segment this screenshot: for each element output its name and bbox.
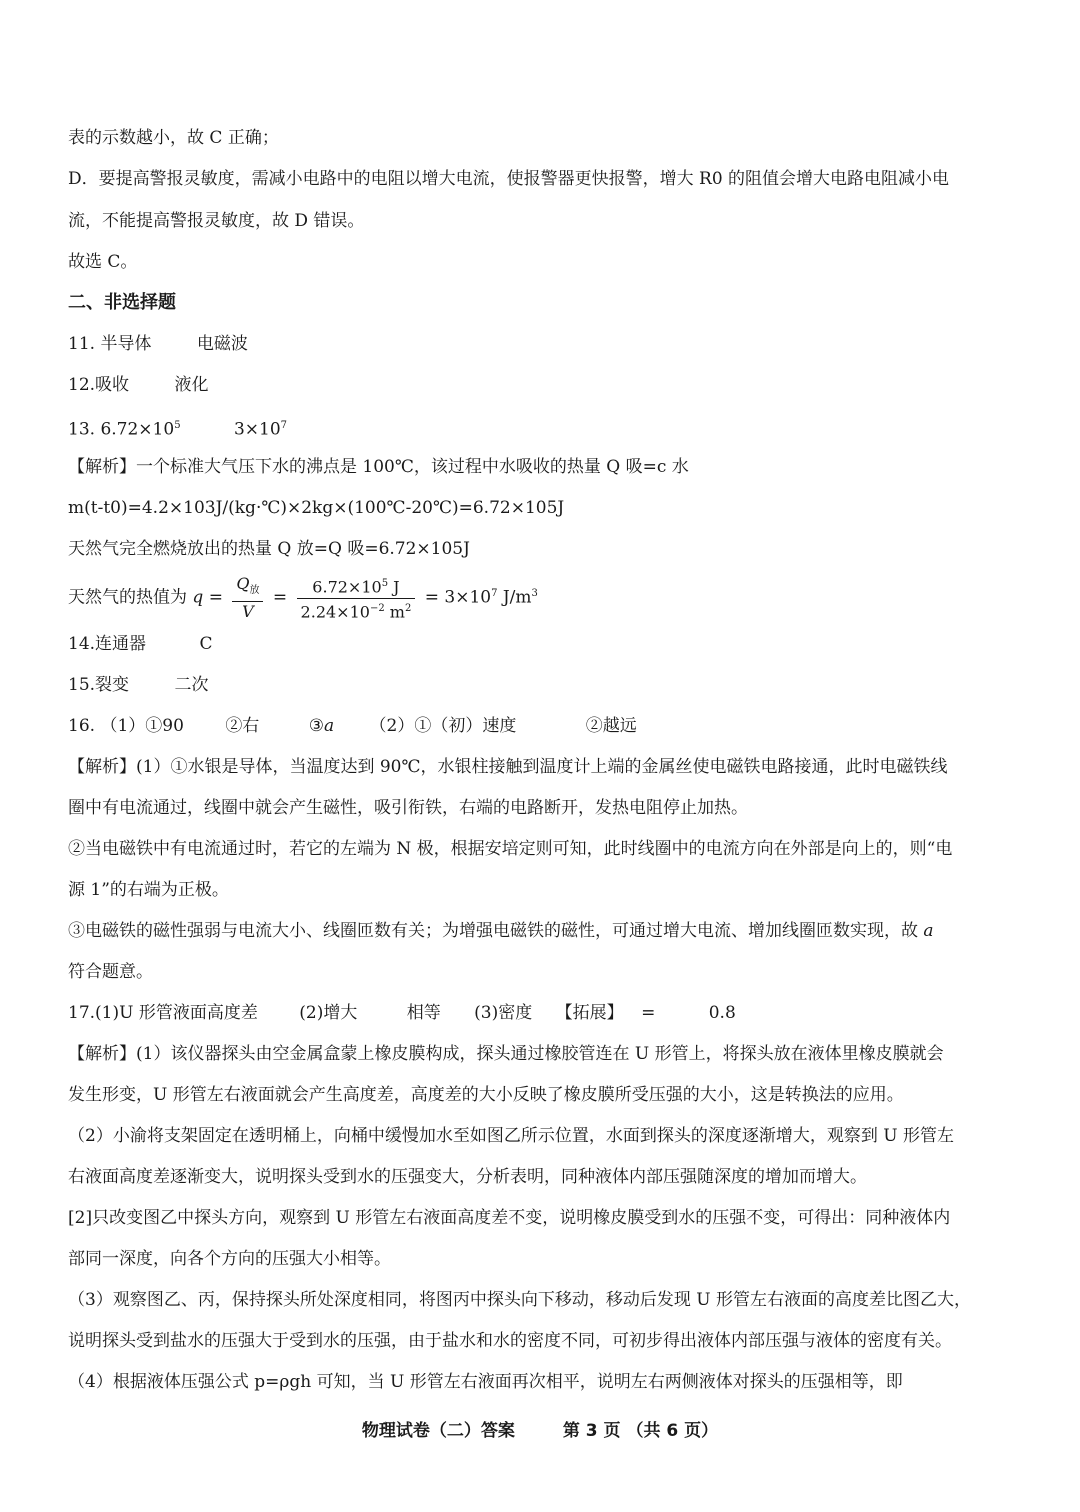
- text-line: 流，不能提高警报灵敏度，故 D 错误。: [68, 211, 365, 231]
- text-line: [2]只改变图乙中探头方向，观察到 U 形管左右液面高度差不变，说明橡皮膜受到水的压强不变，可得出：同种液体内: [68, 1208, 951, 1228]
- answer-15: 15.裂变 二次: [68, 675, 209, 695]
- answer-16: 16. （1）①90 ②右 ③a （2）①（初）速度 ②越远: [68, 716, 637, 736]
- text-line: 【解析】(1）①水银是导体，当温度达到 90℃，水银柱接触到温度计上端的金属丝使电磁铁电路接通，此时电磁铁线: [68, 757, 948, 777]
- footer-title: 物理试卷（二）答案: [361, 1421, 515, 1441]
- formula-line: 天然气的热值为 q = $\frac{Q_放}{V}$ = $\frac{6.72\times 10^5 J}{2.24\times 10^{-2} m^2}$ = $3\times 10^7$ $J/m^3$: [68, 574, 538, 622]
- text-line: 说明探头受到盐水的压强大于受到水的压强，由于盐水和水的密度不同，可初步得出液体内部压强与液体的密度有关。: [68, 1331, 952, 1351]
- answer-17: 17.(1)U 形管液面高度差 (2)增大 相等 (3)密度 【拓展】 = 0.8: [68, 1003, 736, 1023]
- text-line: 发生形变，U 形管左右液面就会产生高度差，高度差的大小反映了橡皮膜所受压强的大小，这是转换法的应用。: [68, 1085, 904, 1105]
- text-line: 圈中有电流通过，线圈中就会产生磁性，吸引衔铁，右端的电路断开，发热电阻停止加热。: [68, 798, 748, 818]
- text-line: 天然气完全燃烧放出的热量 Q 放=Q 吸=6.72×105J: [68, 539, 470, 559]
- text-line: （3）观察图乙、丙，保持探头所处深度相同，将图丙中探头向下移动，移动后发现 U 形管左右液面的高度差比图乙大，: [68, 1290, 971, 1310]
- fraction: $\frac{6.72\times 10^5 J}{2.24\times 10^{-2} m^2}$: [297, 574, 416, 622]
- text-line: 源 1”的右端为正极。: [68, 880, 229, 900]
- text-line: （4）根据液体压强公式 p=ρgh 可知，当 U 形管左右液面再次相平，说明左右两侧液体对探头的压强相等，即: [68, 1372, 903, 1392]
- text-line: 表的示数越小，故 C 正确；: [68, 128, 279, 148]
- text-line: 【解析】一个标准大气压下水的沸点是 100℃，该过程中水吸收的热量 Q 吸=c 水: [68, 457, 689, 477]
- page-footer: [0, 1416, 1080, 1441]
- answer-11: 11. 半导体 电磁波: [68, 334, 248, 354]
- text-line: ②当电磁铁中有电流通过时，若它的左端为 N 极，根据安培定则可知，此时线圈中的电流方向在外部是向上的，则“电: [68, 839, 953, 859]
- text-line: （2）小渝将支架固定在透明桶上，向桶中缓慢加水至如图乙所示位置，水面到探头的深度逐渐增大，观察到 U 形管左: [68, 1126, 954, 1146]
- answer-14: 14.连通器 C: [68, 634, 213, 654]
- page-number: 第 3 页 （共 6 页）: [562, 1421, 719, 1441]
- text-line: D．要提高警报灵敏度，需减小电路中的电阻以增大电流，使报警器更快报警，增大 R0 的阻值会增大电路电阻减小电: [68, 169, 950, 189]
- text-line: 符合题意。: [68, 962, 153, 982]
- section-heading: 二、非选择题: [68, 292, 176, 313]
- fraction: $\frac{Q_放}{V}$: [232, 574, 263, 622]
- text-line: 部同一深度，向各个方向的压强大小相等。: [68, 1249, 391, 1269]
- text-line: ③电磁铁的磁性强弱与电流大小、线圈匝数有关；为增强电磁铁的磁性，可通过增大电流、增加线圈匝数实现，故 a: [68, 921, 934, 941]
- text-line: m(t-t0)=4.2×103J/(kg·℃)×2kg×(100℃-20℃)=6.72×105J: [68, 498, 565, 518]
- text-line: 右液面高度差逐渐变大，说明探头受到水的压强变大，分析表明，同种液体内部压强随深度的增加而增大。: [68, 1167, 867, 1187]
- answer-12: 12.吸收 液化: [68, 375, 209, 395]
- text-line: 故选 C。: [68, 252, 138, 272]
- text-line: 【解析】(1）该仪器探头由空金属盒蒙上橡皮膜构成，探头通过橡胶管连在 U 形管上，将探头放在液体里橡皮膜就会: [68, 1044, 944, 1064]
- answer-13: 13. $6.72\times 10^5$ $3\times 10^7$: [68, 419, 288, 440]
